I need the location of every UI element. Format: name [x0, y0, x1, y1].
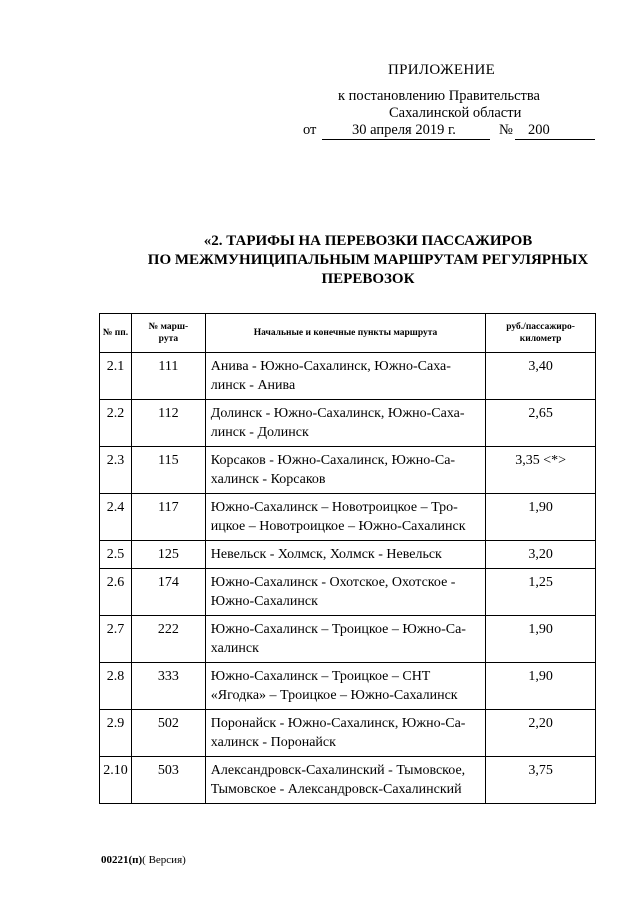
table-row — [100, 400, 596, 447]
row-number: 2.1 — [100, 353, 132, 400]
number-underline — [515, 139, 595, 140]
row-number: 2.9 — [100, 710, 132, 757]
table-row — [100, 447, 596, 494]
table-row — [100, 494, 596, 541]
tariff-rate: 3,35 <*> — [486, 447, 596, 494]
col-header-num: № пп. — [100, 314, 132, 353]
number-sign: № — [499, 122, 513, 138]
route-number: 111 — [131, 353, 205, 400]
tariff-rate: 3,75 — [486, 757, 596, 804]
route-points — [205, 569, 485, 616]
row-number: 2.8 — [100, 663, 132, 710]
document-version: ( Версия) — [142, 854, 186, 866]
col-header-rate-l2: километр — [519, 334, 562, 344]
row-number: 2.4 — [100, 494, 132, 541]
document-footer — [101, 854, 186, 866]
route-points-line-1: Корсаков - Южно-Сахалинск, Южно-Са- — [210, 453, 456, 468]
col-header-points: Начальные и конечные пункты маршрута — [205, 314, 485, 353]
route-points — [205, 710, 485, 757]
table-header-row — [100, 314, 596, 353]
route-points-line-1: Южно-Сахалинск – Троицкое – СНТ — [210, 669, 431, 684]
route-points — [205, 353, 485, 400]
route-number: 115 — [131, 447, 205, 494]
appendix-title: ПРИЛОЖЕНИЕ — [388, 62, 496, 78]
date-underline — [322, 139, 490, 140]
route-points-line-1: Южно-Сахалинск – Троицкое – Южно-Са- — [210, 622, 466, 637]
tariff-rate: 1,90 — [486, 663, 596, 710]
route-points — [205, 400, 485, 447]
col-header-rate-l1: руб./пассажиро- — [506, 322, 575, 332]
route-points-line-1: Долинск - Южно-Сахалинск, Южно-Саха- — [210, 406, 465, 421]
route-points — [205, 757, 485, 804]
route-points-line-1: Анива - Южно-Сахалинск, Южно-Саха- — [210, 359, 451, 374]
tariff-rate: 2,20 — [486, 710, 596, 757]
resolution-number: 200 — [528, 122, 550, 138]
heading-line-2: ПО МЕЖМУНИЦИПАЛЬНЫМ МАРШРУТАМ РЕГУЛЯРНЫХ — [147, 252, 589, 268]
route-points-line-2: халинск - Поронайск — [210, 735, 336, 750]
table-row — [100, 757, 596, 804]
row-number: 2.3 — [100, 447, 132, 494]
route-points-line-2: ицкое – Новотроицкое – Южно-Сахалинск — [210, 519, 466, 534]
tariff-rate: 2,65 — [486, 400, 596, 447]
appendix-region-line: Сахалинской области — [389, 105, 522, 121]
heading-line-3: ПЕРЕВОЗОК — [321, 271, 415, 287]
tariff-table — [99, 313, 596, 804]
section-heading — [98, 232, 638, 289]
heading-line-1: «2. ТАРИФЫ НА ПЕРЕВОЗКИ ПАССАЖИРОВ — [203, 233, 533, 249]
route-points-line-1: Южно-Сахалинск – Новотроицкое – Тро- — [210, 500, 458, 515]
document-code: 00221(п) — [101, 854, 143, 866]
row-number: 2.5 — [100, 541, 132, 569]
route-number: 502 — [131, 710, 205, 757]
row-number: 2.2 — [100, 400, 132, 447]
route-points — [205, 663, 485, 710]
route-number: 117 — [131, 494, 205, 541]
route-number: 503 — [131, 757, 205, 804]
table-row — [100, 569, 596, 616]
tariff-rate: 3,40 — [486, 353, 596, 400]
col-header-route-number-l1: № марш- — [148, 322, 189, 332]
route-points — [205, 494, 485, 541]
row-number: 2.7 — [100, 616, 132, 663]
route-points-line-2: «Ягодка» – Троицкое – Южно-Сахалинск — [210, 688, 458, 703]
route-points-line-2: Южно-Сахалинск — [210, 594, 318, 609]
route-number: 222 — [131, 616, 205, 663]
route-points-line-2: Тымовское - Александровск-Сахалинский — [210, 782, 462, 797]
route-points — [205, 616, 485, 663]
route-points-line-1: Южно-Сахалинск - Охотское, Охотское - — [210, 575, 456, 590]
col-header-route-number-l2: рута — [158, 334, 179, 344]
route-number: 333 — [131, 663, 205, 710]
route-points-line-1: Невельск - Холмск, Холмск - Невельск — [210, 547, 442, 562]
appendix-resolution-line: к постановлению Правительства — [338, 88, 540, 104]
table-row — [100, 541, 596, 569]
resolution-date: 30 апреля 2019 г. — [352, 122, 456, 138]
col-header-rate — [486, 314, 596, 353]
route-number: 174 — [131, 569, 205, 616]
tariff-rate: 1,90 — [486, 616, 596, 663]
row-number: 2.6 — [100, 569, 132, 616]
table-row — [100, 710, 596, 757]
route-points-line-2: халинск - Корсаков — [210, 472, 326, 487]
route-points — [205, 447, 485, 494]
route-points-line-2: халинск — [210, 641, 259, 656]
table-row — [100, 663, 596, 710]
tariff-rate: 1,25 — [486, 569, 596, 616]
route-points — [205, 541, 485, 569]
route-number: 112 — [131, 400, 205, 447]
date-prefix: от — [303, 122, 317, 138]
route-number: 125 — [131, 541, 205, 569]
route-points-line-1: Поронайск - Южно-Сахалинск, Южно-Са- — [210, 716, 466, 731]
route-points-line-2: линск - Долинск — [210, 425, 309, 440]
col-header-route-number — [131, 314, 205, 353]
route-points-line-1: Александровск-Сахалинский - Тымовское, — [210, 763, 466, 778]
route-points-line-2: линск - Анива — [210, 378, 296, 393]
table-row — [100, 616, 596, 663]
tariff-rate: 3,20 — [486, 541, 596, 569]
tariff-rate: 1,90 — [486, 494, 596, 541]
row-number: 2.10 — [100, 757, 132, 804]
table-row — [100, 353, 596, 400]
